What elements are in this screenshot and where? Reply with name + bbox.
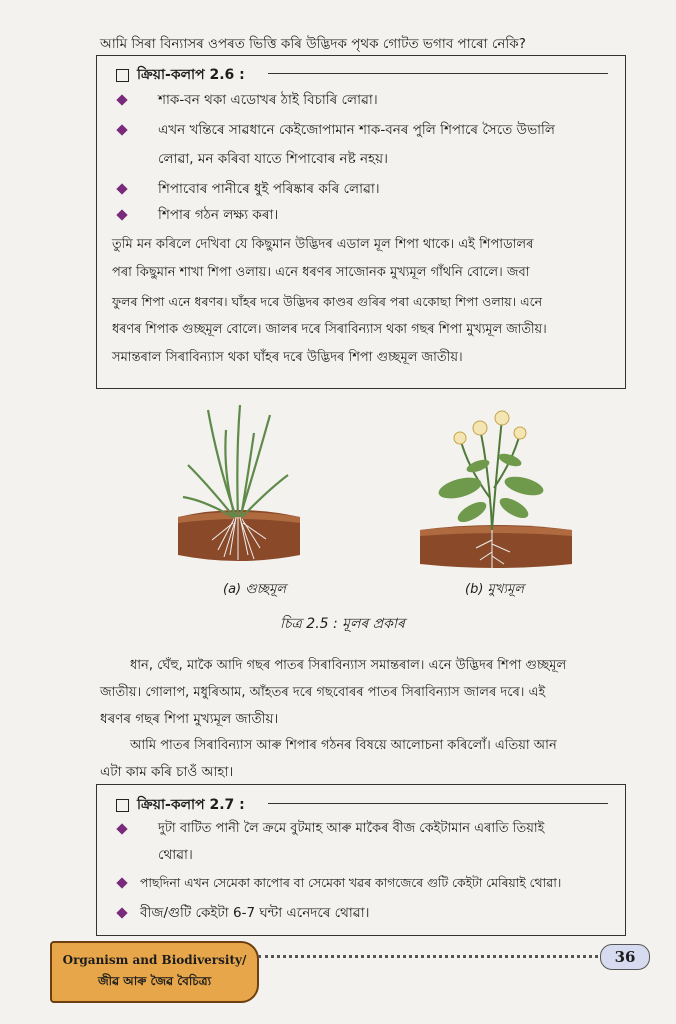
activity-2-7-item: দুটা বাটিত পানী লৈ ক্ৰমে বুটমাহ আৰু মাকৈৰ বীজ কেইটামান এৰাতি তিয়াই [158, 821, 545, 836]
figure-label-b: (b) মুখ্যমূল [465, 582, 524, 597]
checkbox-square-icon [116, 799, 129, 812]
activity-2-7-item: পাছদিনা এখন সেমেকা কাপোৰ বা সেমেকা খৱৰ কাগজেৰে গুটি কেইটা মেৰিয়াই থোৱা। [140, 876, 562, 890]
figure-caption: চিত্ৰ 2.5 : মূলৰ প্ৰকাৰ [280, 616, 405, 632]
activity-2-6-title: ক্ৰিয়া-কলাপ 2.6 : [137, 67, 245, 83]
footer-dotted-divider [258, 955, 598, 958]
checkbox-square-icon [116, 69, 129, 82]
footer-title-english: Organism and Biodiversity/ [62, 953, 247, 967]
body-line: আমি পাতৰ সিৰাবিন্যাস আৰু শিপাৰ গঠনৰ বিষয়ে আলোচনা কৰিলোঁ। এতিয়া আন [130, 738, 557, 753]
tap-root-illustration [420, 408, 572, 570]
body-line: জাতীয়। গোলাপ, মধুৰিআম, আঁহতৰ দৰে গছবোৰৰ পাতৰ সিৰাবিন্যাস জালৰ দৰে। এই [100, 685, 546, 700]
activity-2-6-para-line: পৰা কিছুমান শাখা শিপা ওলায়। এনে ধৰণৰ সাজোনক মুখ্যমূল গাঁথনি বোলে। জবা [112, 265, 530, 280]
activity-2-7-header [116, 793, 245, 817]
activity-2-6-item: এখন খন্তিৰে সাৱধানে কেইজোপামান শাক-বনৰ পুলি শিপাৰে সৈতে উভালি [158, 122, 555, 138]
footer-title-assamese: জীৱ আৰু জৈৱ বৈচিত্ৰ্য [97, 974, 212, 988]
activity-2-6-para-line: সমান্তৰাল সিৰাবিন্যাস থকা ঘাঁহৰ দৰে উদ্ভিদৰ শিপা গুচ্ছমূল জাতীয়। [112, 350, 463, 365]
activity-2-7-item: বীজ/গুটি কেইটা 6-7 ঘন্টা এনেদৰে থোৱা। [140, 905, 370, 921]
footer-book-title-band [50, 941, 259, 1003]
activity-2-6-item: শাক-বন থকা এডোখৰ ঠাই বিচাৰি লোৱা। [158, 92, 378, 108]
fibrous-root-illustration [178, 405, 300, 570]
page-number: 36 [600, 944, 650, 970]
activity-2-6-rule [268, 73, 608, 74]
intro-question: আমি সিৰা বিন্যাসৰ ওপৰত ভিত্তি কৰি উদ্ভিদক পৃথক গোটত ভগাব পাৰো নেকি? [100, 36, 526, 52]
activity-2-6-item-cont: লোৱা, মন কৰিবা যাতে শিপাবোৰ নষ্ট নহয়। [158, 151, 388, 167]
body-line: ধৰণৰ গছৰ শিপা মুখ্যমূল জাতীয়। [100, 711, 279, 727]
activity-2-7-rule [268, 803, 608, 804]
activity-2-6-para-line: ফুলৰ শিপা এনে ধৰণৰ। ঘাঁহৰ দৰে উদ্ভিদৰ কাণ্ডৰ গুৰিৰ পৰা একোছা শিপা ওলায়। এনে [112, 294, 543, 309]
body-line: ধান, ঘেঁহু, মাকৈ আদি গছৰ পাতৰ সিৰাবিন্যাস সমান্তৰাল। এনে উদ্ভিদৰ শিপা গুচ্ছমূল [130, 658, 567, 673]
activity-2-6-para-line: ধৰণৰ শিপাক গুচ্ছমূল বোলে। জালৰ দৰে সিৰাবিন্যাস থকা গছৰ শিপা মুখ্যমূল জাতীয়। [112, 322, 547, 337]
activity-2-7-title: ক্ৰিয়া-কলাপ 2.7 : [137, 797, 245, 813]
activity-2-6-item: শিপাবোৰ পানীৰে ধুই পৰিষ্কাৰ কৰি লোৱা। [158, 181, 380, 197]
body-line: এটা কাম কৰি চাওঁ আহা। [100, 764, 234, 780]
activity-2-6-header [116, 63, 245, 87]
activity-2-7-item-cont: থোৱা। [158, 847, 193, 863]
figure-label-a: (a) গুচ্ছমূল [223, 582, 286, 597]
activity-2-6-para-line: তুমি মন কৰিলে দেখিবা যে কিছুমান উদ্ভিদৰ এডাল মূল শিপা থাকে। এই শিপাডালৰ [112, 237, 534, 252]
activity-2-6-item: শিপাৰ গঠন লক্ষ্য কৰা। [158, 207, 279, 223]
